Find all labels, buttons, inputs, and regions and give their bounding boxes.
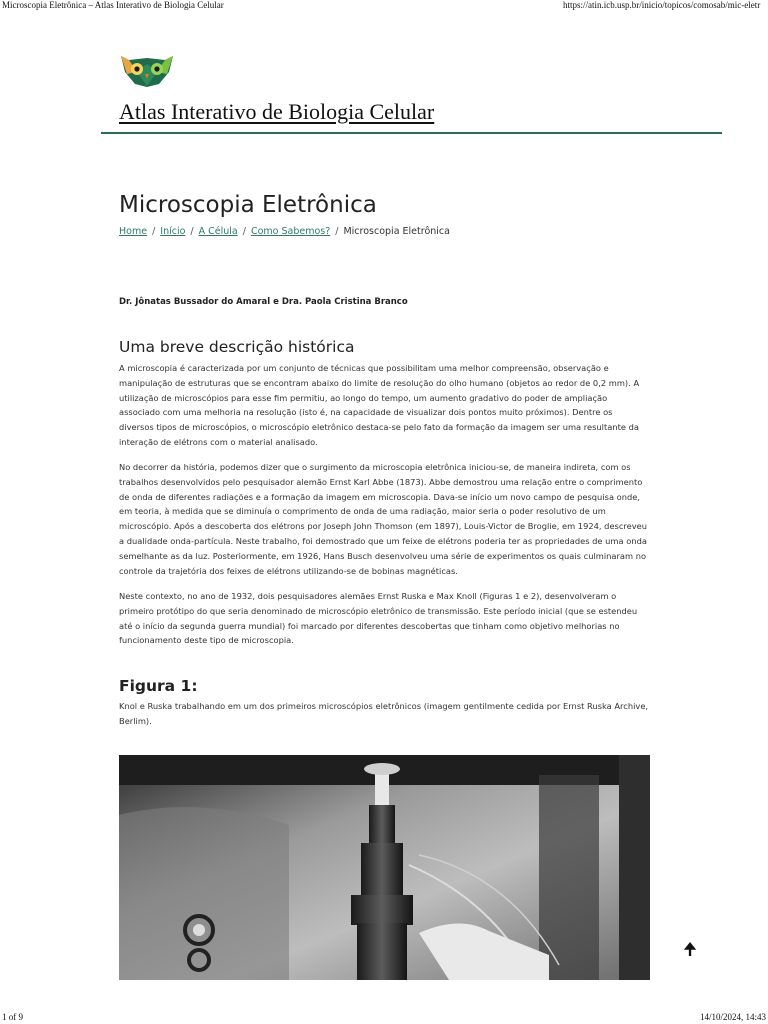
print-header — [0, 0, 768, 12]
breadcrumb — [119, 226, 450, 237]
owl-logo-icon[interactable] — [119, 52, 175, 88]
arrow-up-icon[interactable]: 🠉 — [682, 940, 698, 960]
browser-url: https://atin.icb.usp.br/inicio/topicos/comosab/mic-eletr — [563, 0, 761, 10]
breadcrumb-a-celula[interactable]: A Célula — [198, 226, 238, 237]
breadcrumb-separator: / — [335, 226, 339, 237]
browser-page-title: Microscopia Eletrônica – Atlas Interativo de Biologia Celular — [2, 0, 224, 10]
breadcrumb-separator: / — [152, 226, 156, 237]
print-datetime: 14/10/2024, 14:43 — [699, 1012, 766, 1022]
breadcrumb-inicio[interactable]: Início — [160, 226, 186, 237]
breadcrumb-separator: / — [242, 226, 246, 237]
page-title: Microscopia Eletrônica — [119, 192, 377, 218]
breadcrumb-separator: / — [190, 226, 194, 237]
page-counter: 1 of 9 — [2, 1012, 23, 1022]
paragraph: No decorrer da história, podemos dizer que o surgimento da microscopia eletrônica iniciou-se, de maneira indireta, com os trabalhos desenvolvidos pelo pesquisador alemão Ernst Karl Abbe (1873). Abbe demostrou uma relação entre o comprimento de onda de diferentes radiações e a formação da imagem em microscopia. Dava-se início um novo campo de pesquisa onde, em teoria, à medida que se diminuía o comprimento de onda de uma radiação, maior seria o poder resolutivo de um microscópio. Após a descoberta dos elétrons por Joseph John Thomson (em 1897), Louis-Victor de Broglie, em 1924, descreveu a dualidade onda-partícula. Neste trabalho, foi demostrado que um feixe de elétrons poderia ter as propriedades de uma onda semelhante as da luz. Posteriormente, em 1926, Hans Busch desenvolveu uma série de experimentos os quais culminaram no controle da trajetória dos feixes de elétrons utilizando-se de bobinas magnéticas. — [119, 462, 648, 576]
paragraph: Neste contexto, no ano de 1932, dois pesquisadores alemães Ernst Ruska e Max Knoll (Figuras 1 e 2), desenvolveram o primeiro protótipo do que seria denominado de microscópio eletrônico de transmissão. Este período inicial (que se estendeu até o início da segunda guerra mundial) foi marcado por diferentes descobertas que tinham como objetivo melhorias no funcionamento deste tipo de microscopia. — [119, 591, 638, 646]
breadcrumb-home[interactable]: Home — [119, 226, 148, 237]
header-divider — [101, 132, 722, 134]
breadcrumb-current: Microscopia Eletrônica — [343, 226, 450, 237]
paragraph: A microscopia é caracterizada por um conjunto de técnicas que possibilitam uma melhor compreensão, observação e manipulação de estruturas que se encontram abaixo do limite de resolução do olho humano (objetos ao redor de 0,2 mm). A utilização de microscópios para esse fim permitiu, ao longo do tempo, um aumento gradativo do poder de ampliação associado com uma melhoria na resolução (isto é, na capacidade de visualizar dois pontos muito próximos). Dentre os diversos tipos de microscópios, o microscópio eletrônico destaca-se pelo fato da formação da imagem ser uma resultante da interação de elétrons com o material analisado. — [119, 363, 640, 447]
authors: Dr. Jônatas Bussador do Amaral e Dra. Paola Cristina Branco — [119, 297, 408, 307]
figure-caption: Knol e Ruska trabalhando em um dos primeiros microscópios eletrônicos (imagem gentilmente cedida por Ernst Ruska Archive, Berlim). — [119, 701, 649, 726]
print-footer — [0, 1010, 768, 1022]
breadcrumb-como-sabemos[interactable]: Como Sabemos? — [250, 226, 331, 237]
figure-photo — [119, 755, 650, 980]
figure-title: Figura 1: — [119, 677, 198, 695]
site-title-link[interactable]: Atlas Interativo de Biologia Celular — [119, 99, 435, 124]
section-title: Uma breve descrição histórica — [119, 338, 355, 356]
